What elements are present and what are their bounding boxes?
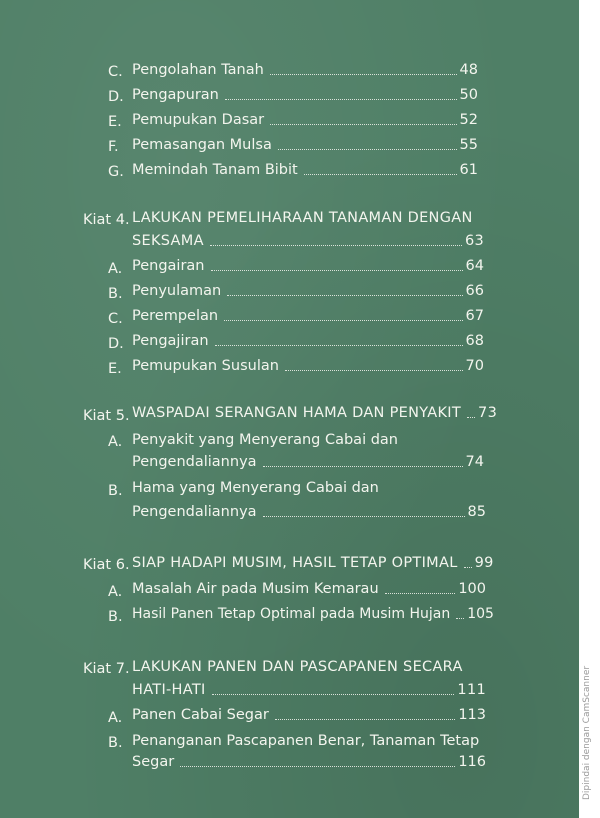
toc-item-letter: B. — [108, 286, 123, 302]
dot-leader — [225, 99, 457, 100]
toc-item-page: 52 — [459, 112, 478, 128]
toc-item[interactable] — [132, 604, 494, 624]
kiat-title: SIAP HADAPI MUSIM, HASIL TETAP OPTIMAL — [132, 555, 458, 571]
scanner-watermark — [582, 666, 592, 800]
kiat-label: Kiat 7. — [83, 661, 130, 677]
toc-item-page: 74 — [465, 454, 484, 470]
dot-leader — [464, 567, 472, 568]
toc-item[interactable] — [132, 85, 478, 105]
toc-item-letter: A. — [108, 261, 123, 277]
toc-item-letter: C. — [108, 311, 123, 327]
toc-item-letter: B. — [108, 609, 123, 625]
toc-item-letter: F. — [108, 139, 119, 155]
toc-item-page: 100 — [458, 581, 486, 597]
toc-item[interactable] — [132, 356, 484, 376]
kiat-title: LAKUKAN PEMELIHARAAN TANAMAN DENGAN — [132, 210, 473, 226]
kiat-label: Kiat 6. — [83, 557, 130, 573]
toc-item-title: Pengendaliannya — [132, 504, 257, 520]
toc-item[interactable] — [132, 331, 484, 351]
toc-item-letter: B. — [108, 483, 123, 499]
toc-item-title: Pemupukan Dasar — [132, 112, 265, 128]
toc-item-letter: B. — [108, 735, 123, 751]
toc-item-page: 50 — [459, 87, 478, 103]
dot-leader — [180, 766, 455, 767]
dot-leader — [212, 694, 455, 695]
toc-item-page: 64 — [465, 258, 484, 274]
dot-leader — [467, 417, 475, 418]
dot-leader — [270, 124, 456, 125]
kiat-page: 99 — [474, 555, 494, 571]
toc-item-page: 67 — [465, 308, 484, 324]
toc-item-letter: C. — [108, 64, 123, 80]
dot-leader — [263, 516, 465, 517]
kiat-page: 73 — [478, 405, 498, 421]
toc-item-title: Penanganan Pascapanen Benar, Tanaman Tetap — [132, 733, 480, 749]
toc-item-letter: E. — [108, 114, 122, 130]
dot-leader — [224, 320, 462, 321]
toc-item[interactable] — [132, 110, 478, 130]
kiat-title: WASPADAI SERANGAN HAMA DAN PENYAKIT — [132, 405, 462, 421]
toc-item[interactable] — [132, 306, 484, 326]
kiat-title: SEKSAMA — [132, 233, 204, 249]
toc-item-page: 70 — [465, 358, 484, 374]
toc-item-letter: A. — [108, 584, 123, 600]
kiat-page: 111 — [457, 682, 486, 698]
toc-item[interactable] — [132, 452, 484, 472]
dot-leader — [275, 719, 456, 720]
toc-item-title: Pemupukan Susulan — [132, 358, 279, 374]
kiat-title: LAKUKAN PANEN DAN PASCAPANEN SECARA — [132, 659, 463, 675]
toc-item-page: 113 — [458, 707, 486, 723]
toc-item[interactable] — [132, 135, 478, 155]
kiat-heading[interactable] — [132, 680, 486, 700]
toc-item-title: Perempelan — [132, 308, 219, 324]
toc-item[interactable] — [132, 705, 486, 725]
kiat-page: 63 — [464, 233, 484, 249]
dot-leader — [304, 174, 457, 175]
toc-item-title: Pengairan — [132, 258, 205, 274]
toc-item-letter: A. — [108, 710, 123, 726]
toc-item-page: 68 — [465, 333, 484, 349]
toc-item-letter: D. — [108, 89, 124, 105]
toc-item-page: 55 — [459, 137, 478, 153]
toc-item-title: Hasil Panen Tetap Optimal pada Musim Hujan — [132, 606, 451, 622]
toc-item-letter: D. — [108, 336, 124, 352]
toc-item-title: Masalah Air pada Musim Kemarau — [132, 581, 379, 597]
dot-leader — [210, 245, 462, 246]
toc-item-page: 85 — [467, 504, 486, 520]
toc-item-title: Pengendaliannya — [132, 454, 257, 470]
toc-item[interactable] — [132, 256, 484, 276]
toc-item-letter: G. — [108, 164, 124, 180]
dot-leader — [211, 270, 463, 271]
watermark-text: Dipindai dengan CamScanner — [582, 665, 592, 800]
toc-item[interactable] — [132, 281, 484, 301]
toc-item-title: Hama yang Menyerang Cabai dan — [132, 480, 379, 496]
dot-leader — [270, 74, 457, 75]
toc-item-title: Memindah Tanam Bibit — [132, 162, 298, 178]
toc-item-letter: A. — [108, 434, 123, 450]
kiat-label: Kiat 5. — [83, 408, 130, 424]
toc-item-page: 116 — [458, 754, 486, 770]
toc-item-title: Pengolahan Tanah — [132, 62, 264, 78]
toc-item[interactable] — [132, 579, 486, 599]
toc-item[interactable] — [132, 752, 486, 772]
kiat-heading[interactable] — [132, 231, 484, 251]
toc-item[interactable] — [132, 160, 478, 180]
dot-leader — [385, 593, 456, 594]
toc-item-title: Pemasangan Mulsa — [132, 137, 272, 153]
toc-item-title: Pengajiran — [132, 333, 209, 349]
dot-leader — [227, 295, 462, 296]
toc-item-title: Pengapuran — [132, 87, 219, 103]
dot-leader — [278, 149, 457, 150]
dot-leader — [263, 466, 463, 467]
toc-item-page: 61 — [459, 162, 478, 178]
toc-item-page: 105 — [467, 606, 494, 622]
kiat-heading[interactable] — [132, 553, 494, 573]
dot-leader — [456, 618, 464, 619]
dot-leader — [215, 345, 463, 346]
toc-item-page: 48 — [459, 62, 478, 78]
dot-leader — [285, 370, 463, 371]
toc-item-title: Penyakit yang Menyerang Cabai dan — [132, 432, 398, 448]
kiat-heading[interactable] — [132, 403, 498, 423]
toc-item-page: 66 — [465, 283, 484, 299]
toc-item-letter: E. — [108, 361, 122, 377]
toc-item-title: Penyulaman — [132, 283, 222, 299]
toc-item-title: Segar — [132, 754, 175, 770]
kiat-title: HATI-HATI — [132, 682, 206, 698]
toc-item[interactable] — [132, 502, 486, 522]
kiat-label: Kiat 4. — [83, 212, 130, 228]
toc-item-title: Panen Cabai Segar — [132, 707, 269, 723]
toc-item[interactable] — [132, 60, 478, 80]
